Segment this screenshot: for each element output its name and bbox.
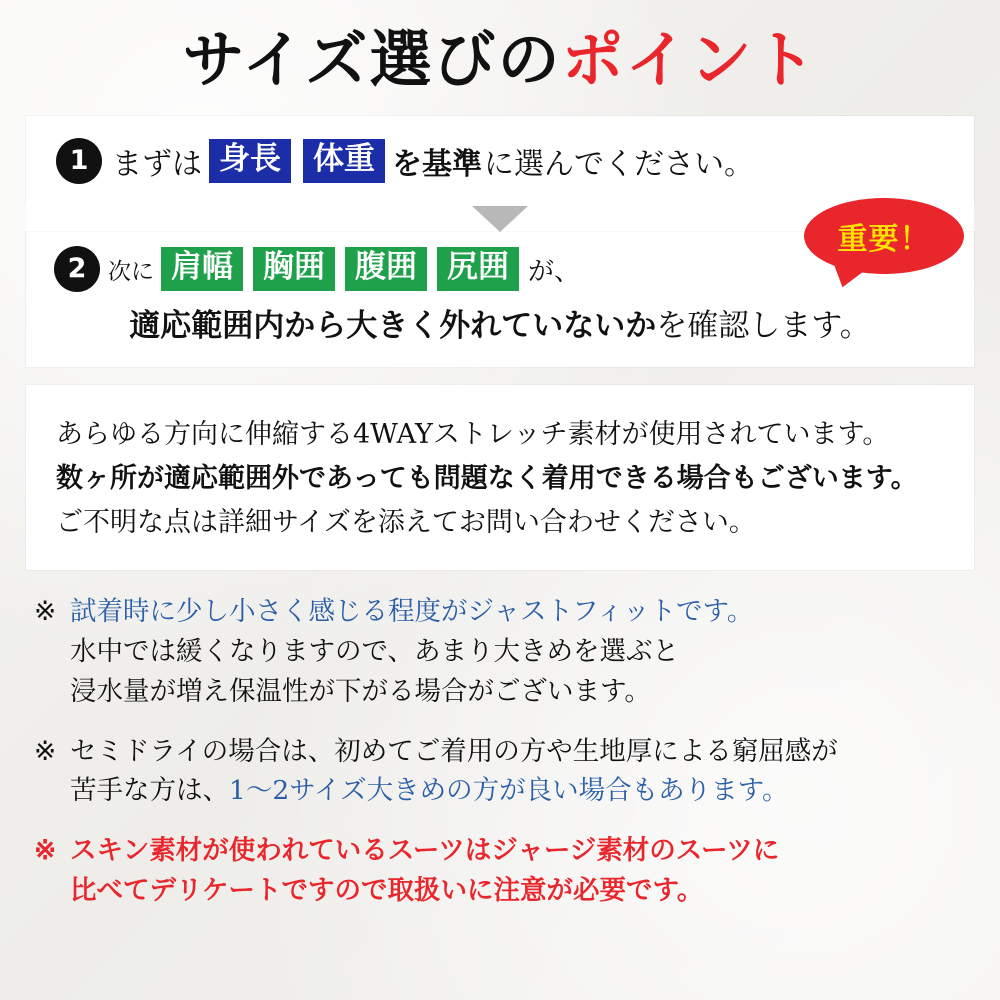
tag-height: 身長 bbox=[209, 139, 291, 183]
page-title-black: サイズ選びの bbox=[182, 23, 562, 96]
note-line-part: 苦手な方は、 bbox=[70, 775, 229, 807]
tag-shoulder-width: 肩幅 bbox=[161, 247, 243, 291]
note-line: スキン素材が使われているスーツはジャージ素材のスーツに bbox=[70, 835, 780, 867]
step2-suffix: が、 bbox=[528, 256, 581, 287]
step1-row bbox=[52, 138, 948, 184]
notes-list bbox=[34, 592, 966, 910]
note-mark-icon: ※ bbox=[34, 596, 57, 628]
step1-text bbox=[112, 139, 754, 183]
step1-tail: に選んでください。 bbox=[484, 147, 754, 183]
note-mark-icon: ※ bbox=[34, 835, 57, 867]
note-item bbox=[34, 592, 966, 711]
note-body bbox=[70, 732, 966, 812]
note-body bbox=[70, 831, 966, 911]
note-line: 比べてデリケートですので取扱いに注意が必要です。 bbox=[70, 874, 704, 906]
tag-hip: 尻囲 bbox=[437, 247, 519, 291]
note-line-part-highlight: 1〜2サイズ大きめの方が良い場合もあります。 bbox=[229, 775, 789, 807]
tag-waist: 腹囲 bbox=[345, 247, 427, 291]
step1-number-wrap bbox=[52, 138, 106, 184]
tag-chest: 胸囲 bbox=[253, 247, 335, 291]
step2-lead: 次に bbox=[108, 258, 154, 285]
note-line: 浸水量が増え保温性が下がる場合がございます。 bbox=[70, 675, 651, 707]
step1-number-badge: 1 bbox=[56, 138, 102, 184]
step2-second-line bbox=[50, 300, 950, 345]
page-title bbox=[0, 0, 1000, 94]
note-line: 試着時に少し小さく感じる程度がジャストフィットです。 bbox=[70, 596, 754, 628]
note-body bbox=[70, 592, 966, 711]
note-line: 水中では緩くなりますので、あまり大きめを選ぶと bbox=[70, 636, 679, 668]
note-line: セミドライの場合は、初めてご着用の方や生地厚による窮屈感が bbox=[70, 735, 838, 767]
step1-card bbox=[26, 116, 974, 204]
step2-second-bold: 適応範囲内から大きく外れていないか bbox=[129, 308, 657, 345]
info-line-1: あらゆる方向に伸縮する4WAYストレッチ素材が使用されています。 bbox=[56, 419, 890, 451]
info-line-2: 数ヶ所が適応範囲外であっても問題なく着用できる場合もございます。 bbox=[56, 462, 918, 494]
important-balloon-label: 重要！ bbox=[837, 222, 931, 258]
note-item-warning bbox=[34, 831, 966, 911]
step1-lead: まずは bbox=[112, 147, 202, 183]
step2-second-tail: を確認します。 bbox=[656, 308, 871, 345]
info-line-3: ご不明な点は詳細サイズを添えてお問い合わせください。 bbox=[56, 506, 756, 538]
step2-number-badge: 2 bbox=[54, 246, 100, 292]
step2-card bbox=[26, 222, 974, 367]
note-item bbox=[34, 732, 966, 812]
step1-middle: を基準 bbox=[392, 147, 482, 183]
down-arrow-icon bbox=[472, 206, 528, 232]
note-line bbox=[70, 771, 966, 811]
note-mark-icon: ※ bbox=[34, 735, 57, 767]
tag-weight: 体重 bbox=[303, 139, 385, 183]
step2-number-wrap bbox=[50, 246, 104, 292]
important-balloon bbox=[804, 198, 964, 274]
page-title-red: ポイント bbox=[561, 23, 818, 96]
info-card bbox=[26, 385, 974, 570]
